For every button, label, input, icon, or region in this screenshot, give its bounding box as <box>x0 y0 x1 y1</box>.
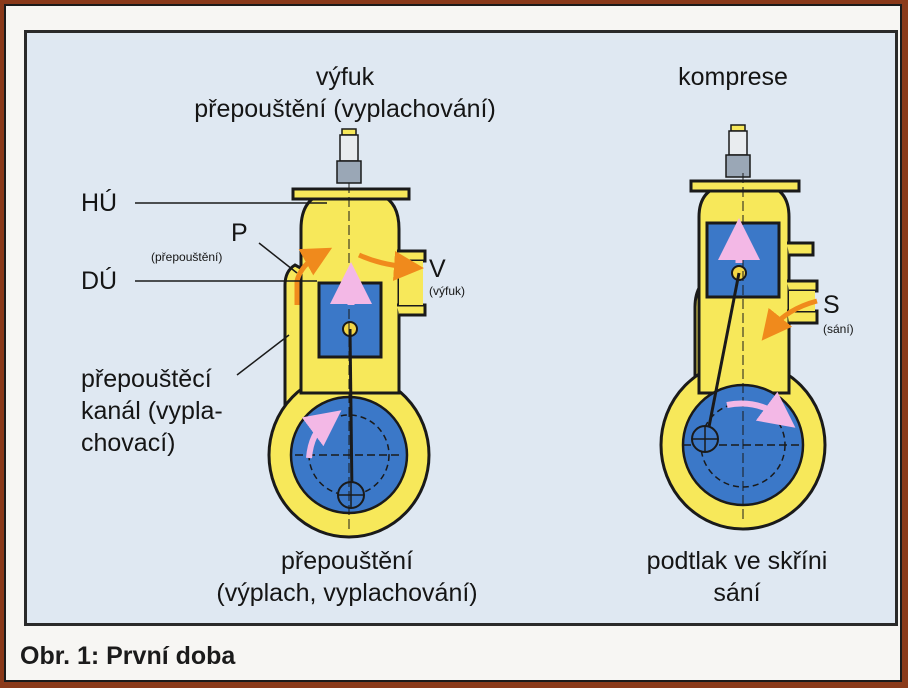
label-komprese: komprese <box>678 63 788 91</box>
diagram-panel <box>24 30 898 626</box>
label-vyfuk: výfuk <box>315 63 375 91</box>
label-kanal-3: chovací) <box>81 429 176 457</box>
label-kanal-2: kanál (vypla- <box>81 397 223 425</box>
left-spark-plug <box>337 129 361 183</box>
label-p: P <box>231 219 248 247</box>
kanal-leader <box>237 335 289 375</box>
label-p-sub: (přepouštění) <box>151 250 223 264</box>
p-leader <box>259 243 297 273</box>
label-v: V <box>429 255 446 283</box>
right-exhaust-port <box>787 243 813 255</box>
label-s-sub: (sání) <box>823 322 854 336</box>
figure-caption: Obr. 1: První doba <box>20 642 236 670</box>
figure-frame <box>4 4 902 682</box>
left-connecting-rod <box>350 329 352 495</box>
label-du: DÚ <box>81 267 118 295</box>
label-prepousteni-vyplachovani: přepouštění (vyplachování) <box>194 95 496 123</box>
label-right-bottom-1: podtlak ve skříni <box>646 547 828 575</box>
left-engine <box>135 129 429 537</box>
left-head-plate <box>293 189 409 199</box>
right-head-plate <box>691 181 799 191</box>
label-kanal-1: přepouštěcí <box>81 365 212 393</box>
label-right-bottom-2: sání <box>713 579 761 607</box>
label-hu: HÚ <box>81 189 118 217</box>
label-left-bottom-1: přepouštění <box>280 547 414 575</box>
label-s: S <box>823 291 840 319</box>
label-left-bottom-2: (výplach, vyplachování) <box>216 579 478 607</box>
right-engine <box>661 125 825 529</box>
right-spark-plug <box>726 125 750 177</box>
label-v-sub: (výfuk) <box>429 284 465 298</box>
